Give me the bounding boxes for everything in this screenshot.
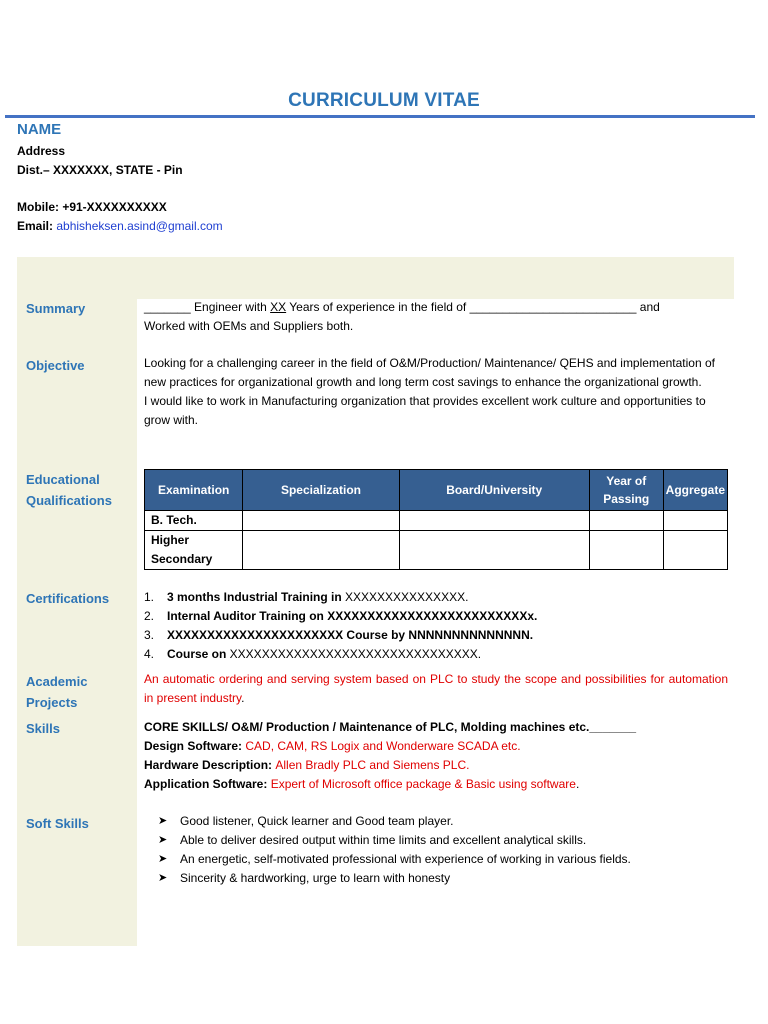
cell-aggregate [663,531,727,570]
education-table [144,469,728,570]
header-specialization: Specialization [243,470,399,511]
summary-line-2: Worked with OEMs and Suppliers both. [144,319,354,333]
summary-text-1: Engineer with [190,300,271,314]
summary-label: Summary [26,301,86,316]
list-number: 3. [144,628,155,642]
soft-skills-content [144,812,728,888]
list-item [144,869,728,888]
objective-paragraph-1: Looking for a challenging career in the field of O&M/Production/ Maintenance/ QEHS and implementation of new practices for organizational growth and long term cost savings to enhance the organizational growth. [144,356,715,389]
application-software-line [144,775,728,794]
soft-skill-text: An energetic, self-motivated professional with experience of working in various fields. [180,852,631,866]
education-label-line-1: Educational [26,472,100,487]
certifications-list [144,588,728,664]
mobile-label: Mobile: [17,200,63,214]
mobile-line [17,198,167,217]
application-software-period: . [575,777,580,791]
project-description: An automatic ordering and serving system based on PLC to study the scope and possibilities for automation in present industry [144,672,728,705]
cert-detail: XXXXXXXXXXXXXXXXXXXXXXXXXx. [327,609,538,623]
education-label [26,469,136,511]
title-underline [5,115,755,118]
cell-specialization [243,511,399,531]
summary-blank-2: _________________________ [469,300,637,314]
skills-content [144,718,728,794]
district-line: Dist.– XXXXXXX, STATE - Pin [17,163,183,177]
education-label-line-2: Qualifications [26,493,112,508]
cert-detail: XXXXXXXXXXXXXXXXXXXXXXXXXXXXXXX. [229,647,482,661]
mobile-number: +91-XXXXXXXXXX [62,200,167,214]
table-row [145,531,728,570]
soft-skill-text: Good listener, Quick learner and Good team player. [180,814,454,828]
objective-label: Objective [26,358,85,373]
list-item [144,645,728,664]
header-board-university: Board/University [399,470,589,511]
email-line [17,217,223,236]
list-item [144,607,728,626]
arrow-bullet-icon: ➤ [158,853,168,865]
design-software-value: CAD, CAM, RS Logix and Wonderware SCADA etc. [245,739,521,753]
address-line: Address [17,144,66,158]
cell-board [399,531,589,570]
core-skills-line [144,718,728,737]
soft-skill-text: Sincerity & hardworking, urge to learn with honesty [180,871,451,885]
cert-title: Course on [167,647,230,661]
document-title: CURRICULUM VITAE [288,90,480,111]
section-header-band [17,257,734,299]
summary-blank-1: _______ [144,300,191,314]
core-skills-text: CORE SKILLS/ O&M/ Production / Maintenance of PLC, Molding machines etc. [144,720,590,734]
cell-specialization [243,531,399,570]
cell-examination: B. Tech. [145,511,243,531]
cert-title: 3 months Industrial Training in [167,590,346,604]
summary-line-1 [144,298,728,317]
list-item [144,831,728,850]
soft-skills-label: Soft Skills [26,816,89,831]
certifications-content [144,588,728,664]
header-examination: Examination [145,470,243,511]
skills-label: Skills [26,721,60,736]
projects-label-line-1: Academic [26,674,88,689]
cell-examination: Higher Secondary [145,531,243,570]
summary-years: XX [270,300,287,314]
summary-text-2: Years of experience in the field of [286,300,470,314]
cell-board [399,511,589,531]
cert-title: XXXXXXXXXXXXXXXXXXXXXX Course by NNNNNNNNNNNNNN. [167,628,534,642]
arrow-bullet-icon: ➤ [158,872,168,884]
application-software-label: Application Software: [144,777,271,791]
arrow-bullet-icon: ➤ [158,815,168,827]
list-number: 1. [144,590,155,604]
list-item [144,588,728,607]
core-skills-blank: _______ [589,720,637,734]
objective-content [144,354,728,430]
header-aggregate: Aggregate [663,470,727,511]
objective-paragraph-2: I would like to work in Manufacturing organization that provides excellent work culture and opportunities to grow with. [144,394,706,427]
list-number: 4. [144,647,155,661]
application-software-value: Expert of Microsoft office package & Basic using software [270,777,576,791]
projects-content [144,670,728,708]
list-item [144,812,728,831]
email-label: Email: [17,219,57,233]
projects-label-line-2: Projects [26,695,78,710]
cert-detail: XXXXXXXXXXXXXXX. [345,590,469,604]
education-table-header [145,470,728,511]
table-row [145,511,728,531]
list-number: 2. [144,609,155,623]
project-period: . [241,691,245,705]
email-link[interactable]: abhisheksen.asind@gmail.com [56,219,223,233]
projects-label [26,671,136,713]
design-software-label: Design Software: [144,739,246,753]
certifications-label: Certifications [26,591,110,606]
summary-text-3: and [636,300,660,314]
design-software-line [144,737,728,756]
cell-year [589,531,663,570]
list-item [144,850,728,869]
header-year-of-passing: Year of Passing [589,470,663,511]
cell-year [589,511,663,531]
arrow-bullet-icon: ➤ [158,834,168,846]
list-item [144,626,728,645]
hardware-value: Allen Bradly PLC and Siemens PLC. [275,758,470,772]
soft-skills-list [144,812,728,888]
hardware-label: Hardware Description: [144,758,276,772]
cert-title: Internal Auditor Training on [167,609,328,623]
soft-skill-text: Able to deliver desired output within time limits and excellent analytical skills. [180,833,587,847]
candidate-name: NAME [17,121,62,138]
summary-content [144,298,728,336]
cell-aggregate [663,511,727,531]
hardware-line [144,756,728,775]
